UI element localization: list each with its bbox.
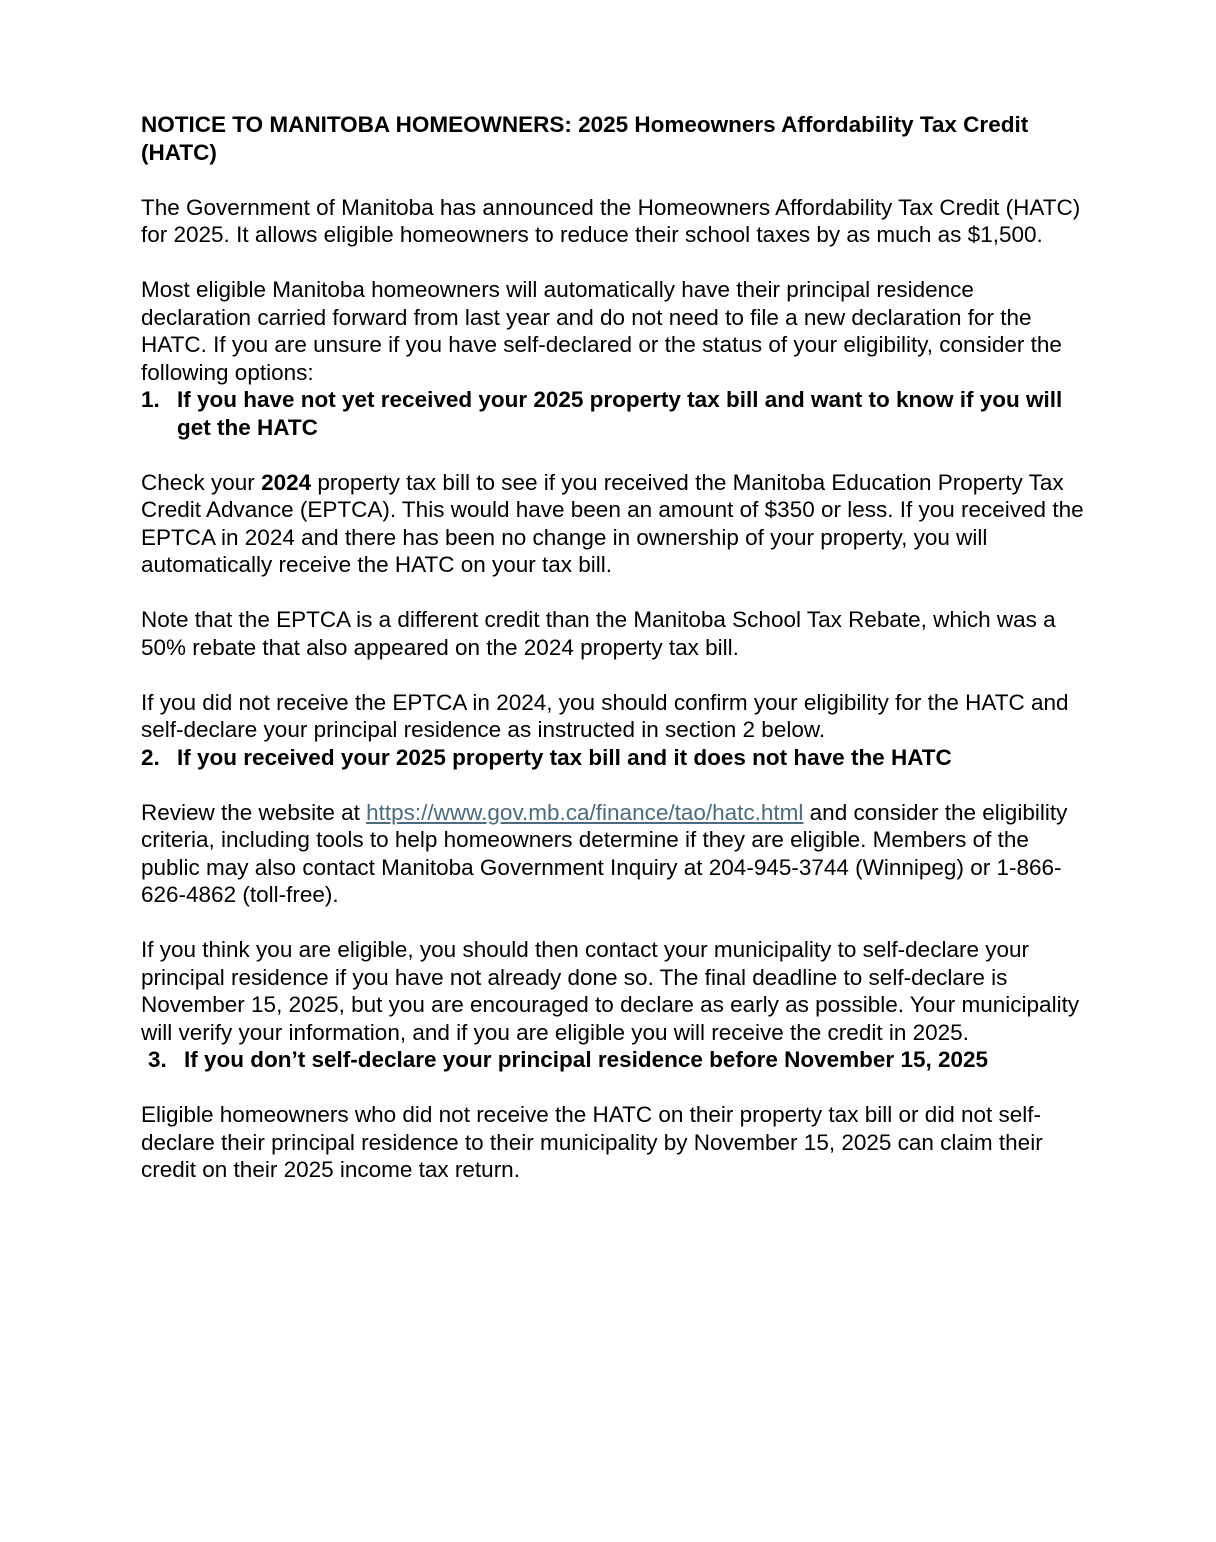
intro-paragraph-1: The Government of Manitoba has announced the Homeowners Affordability Tax Credit (HATC) for 2025. It allows eligible homeowners to reduce their school taxes by as much as $1,500. [141, 194, 1081, 247]
section-1-paragraph-1 [141, 469, 1086, 579]
section-1-p1-lead: Check your [141, 469, 262, 495]
section-1-p1-year: 2024 [261, 469, 312, 495]
document-page [141, 111, 1086, 1184]
section-1-heading [141, 386, 1086, 441]
section-1-paragraph-2: Note that the EPTCA is a different credit than the Manitoba School Tax Rebate, which was a 50% rebate that also appeared on the 2024 property tax bill. [141, 607, 1056, 660]
section-3-number: 3. [148, 1047, 167, 1072]
section-1-heading-text: If you have not yet received your 2025 property tax bill and want to know if you will get the HATC [177, 387, 1063, 440]
intro-paragraph-2: Most eligible Manitoba homeowners will automatically have their principal residence declaration carried forward from last year and do not need to file a new declaration for the HATC. If you are unsure if you have self-declared or the status of your eligibility, consider the following options: [141, 277, 1062, 385]
notice-title: NOTICE TO MANITOBA HOMEOWNERS: 2025 Homeowners Affordability Tax Credit (HATC) [141, 112, 1029, 165]
section-3-heading [141, 1046, 1086, 1074]
section-3-paragraph-1: Eligible homeowners who did not receive the HATC on their property tax bill or did not self-declare their principal residence to their municipality by November 15, 2025 can claim their credit on their 2025 income tax return. [141, 1102, 1043, 1182]
section-1-paragraph-3: If you did not receive the EPTCA in 2024, you should confirm your eligibility for the HATC and self-declare your principal residence as instructed in section 2 below. [141, 689, 1069, 742]
section-3-heading-text: If you don’t self-declare your principal residence before November 15, 2025 [184, 1047, 989, 1072]
hatc-website-link[interactable]: https://www.gov.mb.ca/finance/tao/hatc.html [366, 799, 804, 825]
section-2-p1-rest: and consider the eligibility criteria, including tools to help homeowners determine if they are eligible. Members of the public may also contact Manitoba Government Inquiry at 204-945-3744 (Winnipeg) or 1-866-626-4862 (toll-free). [141, 799, 1068, 907]
section-2-heading [141, 744, 1086, 772]
section-2-p1-lead: Review the website at [141, 799, 367, 825]
section-2-paragraph-1 [141, 799, 1086, 909]
section-2-number: 2. [141, 744, 160, 770]
section-1-p1-rest: property tax bill to see if you received the Manitoba Education Property Tax Credit Advance (EPTCA). This would have been an amount of $350 or less. If you received the EPTCA in 2024 and there has been no change in ownership of your property, you will automatically receive the HATC on your tax bill. [141, 469, 1084, 577]
section-2-paragraph-2: If you think you are eligible, you should then contact your municipality to self-declare your principal residence if you have not already done so. The final deadline to self-declare is November 15, 2025, but you are encouraged to declare as early as possible. Your municipality will verify your information, and if you are eligible you will receive the credit in 2025. [141, 937, 1080, 1045]
section-2-heading-text: If you received your 2025 property tax bill and it does not have the HATC [177, 744, 952, 770]
section-1-number: 1. [141, 387, 160, 412]
